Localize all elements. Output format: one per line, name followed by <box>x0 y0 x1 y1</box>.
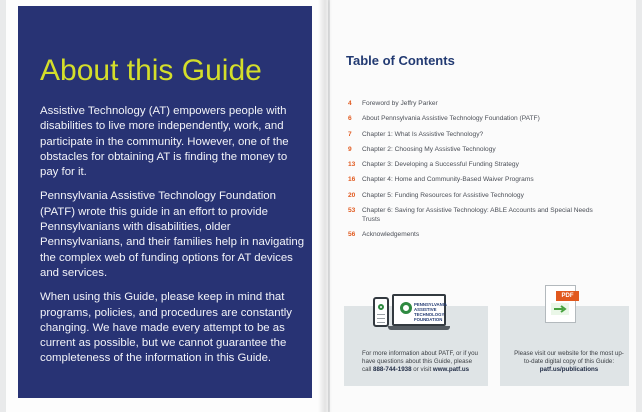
toc-item[interactable] <box>348 206 608 224</box>
toc-list <box>348 99 608 246</box>
contact-text-part: For more information about PATF, or if you have questions about this Guide, please call <box>362 350 479 374</box>
pdf-badge: PDF <box>556 291 579 301</box>
toc-item[interactable] <box>348 99 608 108</box>
toc-page-number: 13 <box>348 161 356 169</box>
toc-entry-label: About Pennsylvania Assistive Technology Foundation (PATF) <box>362 115 540 123</box>
toc-entry-label: Acknowledgements <box>362 231 420 239</box>
toc-page-number: 9 <box>348 145 352 153</box>
about-paragraph-3: When using this Guide, please keep in mind that programs, policies, and procedures are constantly changing. We have made every attempt to be as current as possible, but we cannot guarantee the completeness of the information in this Guide. <box>40 291 292 365</box>
toc-page-number: 56 <box>348 231 356 239</box>
contact-text-part: or visit <box>411 366 433 374</box>
phone-text-line <box>377 318 385 319</box>
toc-entry-label: Chapter 3: Developing a Successful Funding Strategy <box>362 161 519 169</box>
about-paragraph-2: Pennsylvania Assistive Technology Foundation (PATF) wrote this guide in an effort to provide Pennsylvanians with disabilities, older Pennsylvanians, and their families help in navigating the complex web of funding options for AT devices and services. <box>40 190 305 279</box>
toc-entry-label: Chapter 6: Saving for Assistive Technology: ABLE Accounts and Special Needs Trusts <box>362 207 593 224</box>
toc-entry-label: Chapter 5: Funding Resources for Assistive Technology <box>362 191 524 199</box>
phone-logo-icon <box>378 304 384 310</box>
laptop-screen <box>392 294 446 326</box>
about-paragraph-1: Assistive Technology (AT) empowers people with disabilities to live more independently, work, and participate in the community. However, one of the obstacles for obtaining AT is finding the money to pay for it. <box>40 105 289 179</box>
toc-item[interactable] <box>348 160 608 169</box>
toc-page-number: 16 <box>348 176 356 184</box>
toc-item[interactable] <box>348 145 608 154</box>
toc-entry-label: Chapter 1: What Is Assistive Technology? <box>362 130 484 138</box>
contact-info-text <box>362 350 478 375</box>
toc-item[interactable] <box>348 230 608 239</box>
phone-illustration <box>373 297 389 327</box>
patf-logo-icon <box>400 302 412 314</box>
phone-number[interactable]: 888-744-1938 <box>373 366 412 374</box>
toc-page-number: 20 <box>348 191 356 199</box>
publication-text-part: Please visit our website for the most up-to-date digital copy of this Guide: <box>514 350 624 366</box>
toc-page-number: 4 <box>348 100 352 107</box>
toc-item[interactable] <box>348 114 608 123</box>
about-guide-title: About this Guide <box>40 54 262 87</box>
website-link[interactable]: www.patf.us <box>432 366 470 374</box>
toc-entry-label: Foreword by Jeffry Parker <box>362 100 438 107</box>
toc-item[interactable] <box>348 191 608 200</box>
toc-item[interactable] <box>348 175 608 184</box>
toc-entry-label: Chapter 4: Home and Community-Based Waiver Programs <box>362 176 534 184</box>
toc-title: Table of Contents <box>346 53 455 68</box>
toc-page-number: 7 <box>348 130 352 138</box>
publications-link[interactable]: patf.us/publications <box>539 366 599 374</box>
publication-info-text <box>514 350 624 375</box>
laptop-illustration <box>388 294 450 330</box>
patf-logo-text: PENNSYLVANIA ASSISTIVE TECHNOLOGY FOUNDATION <box>414 302 447 322</box>
toc-item[interactable] <box>348 130 608 139</box>
book-gutter <box>318 0 332 412</box>
toc-page-number: 6 <box>348 115 352 123</box>
phone-text-line <box>377 322 385 323</box>
toc-page-number: 53 <box>348 207 356 215</box>
about-guide-panel <box>18 6 312 398</box>
laptop-base <box>388 326 450 330</box>
pdf-share-icon <box>551 302 569 316</box>
phone-text-line <box>377 314 385 315</box>
toc-entry-label: Chapter 2: Choosing My Assistive Technology <box>362 145 496 153</box>
about-guide-body <box>40 104 308 376</box>
